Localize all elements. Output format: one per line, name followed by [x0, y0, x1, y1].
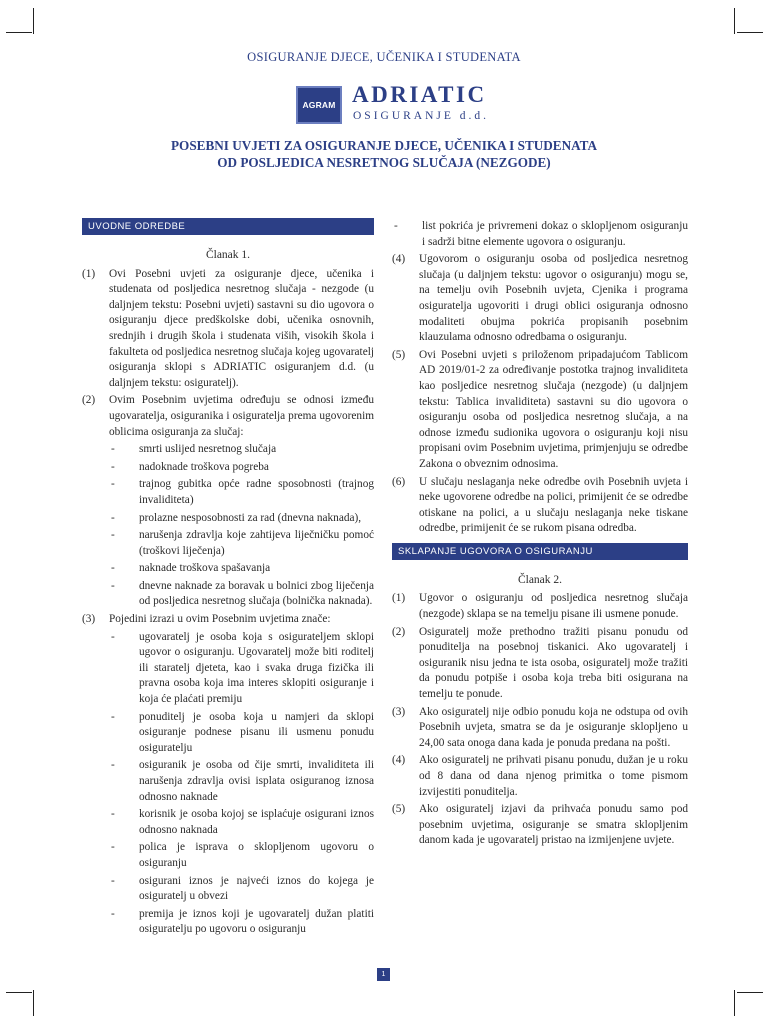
list-item: - premija je iznos koji je ugovaratelj dužan platiti osiguratelju po ugovoru o osiguranju [111, 907, 374, 936]
paragraph-number: (2) [82, 394, 96, 407]
paragraph-number: (2) [392, 625, 406, 638]
paragraph-text: Ako osiguratelj izjavi da prihvaća ponudu samo pod posebnim uvjetima, osiguranje se smatra sklopljenim danom kada je ugovaratelj pristao na izmijenjene uvjete. [419, 803, 688, 847]
paragraph-text: Ugovor o osiguranju od posljedica nesretnog slučaja (nezgode) sklapa se na temelju pisane ili usmene ponude. [419, 592, 688, 621]
bullet-list [392, 219, 688, 250]
crop-mark [6, 32, 32, 33]
list-item: - ponuditelj je osoba koja u namjeri da sklopi osiguranje podnese pisanu ili usmenu ponudu osiguratelju [111, 710, 374, 754]
section-header-sklapanje: SKLAPANJE UGOVORA O OSIGURANJU [392, 543, 688, 560]
paragraph-text: Ovi Posebni uvjeti s priloženom pripadajućom Tablicom AD 2019/01-2 za određivanje postotka trajnog invaliditeta kao posljedice nesretnog slučaja (nezgode) (u daljnjem tekstu: Tablica invaliditeta) sastavni su dio ugovora o osiguranju osoba od posljedica nesretnog slučaja, a na odnose između sudionika ugovora o osiguranju koji nisu propisani ovim Posebnim uvjetima, primjenjuju se odredbe Zakona o obveznim odnosima. [419, 348, 688, 470]
paragraph-text: Ugovorom o osiguranju osoba od posljedica nesretnog slučaja (u daljnjem tekstu: ugovor o osiguranju) mogu se, na temelju ovih Posebnih uvjeta, Cjenika i programa osiguratelja ugovoriti i drugi oblici osiguranja odnosno modaliteti obujma pokrića propisanih posebnim klauzulama odnosno odredbama o osiguranju. [419, 253, 688, 344]
list-item: - trajnog gubitka opće radne sposobnosti (trajnog invaliditeta) [111, 478, 374, 506]
running-head: OSIGURANJE DJECE, UČENIKA I STUDENATA [247, 50, 521, 64]
crop-mark [6, 992, 32, 993]
company-logo [296, 82, 490, 124]
paragraph [82, 267, 374, 392]
left-column [82, 218, 374, 940]
section-header-uvodne: UVODNE ODREDBE [82, 218, 374, 235]
crop-mark [33, 8, 34, 34]
list-item: - prolazne nesposobnosti za rad (dnevna naknada), [111, 511, 362, 524]
paragraph-number: (1) [82, 267, 96, 280]
list-item: - ugovaratelj je osoba koja s osigurateljem sklopi ugovor o osiguranju. Ugovaratelj može biti roditelj ili staratelj djeteta, kao i svaka druga fizička ili pravna osoba koja ima interes sklopiti osiguranje i koja će plaćati premiju [111, 630, 374, 706]
paragraph [392, 252, 688, 346]
paragraph-number: (4) [392, 754, 406, 767]
paragraph [392, 753, 688, 800]
paragraph-number: (1) [392, 592, 406, 605]
paragraph-text: Osiguratelj može prethodno tražiti pisanu ponudu od ponuditelja na posebnoj tiskanici. Ako ugovaratelj i osiguranik nisu jedna te ista osoba, osiguratelj može tražiti da ponudu potpiše i osoba koja treba biti osigurana na temelju te ponude. [419, 625, 688, 701]
paragraph [392, 475, 688, 537]
logo-name: ADRIATIC [352, 82, 487, 107]
list-item: - list pokrića je privremeni dokaz o sklopljenom osiguranju i sadrži bitne elemente ugovora o osiguranju. [394, 220, 688, 248]
list-item: - smrti uslijed nesretnog slučaja [111, 443, 277, 456]
paragraph [82, 393, 374, 440]
page-number: 1 [377, 968, 390, 981]
paragraph-number: (5) [392, 348, 406, 361]
logo-badge: AGRAM [296, 86, 342, 124]
paragraph [392, 625, 688, 703]
crop-mark [737, 32, 763, 33]
paragraph-text: U slučaju neslaganja neke odredbe ovih Posebnih uvjeta i neke ugovorene odredbe na polici, primijenit će se odredbe otiskane na polici, a u slučaju neslaganja neke tiskane odredbe, primijenit će se rukom pisana odredba. [419, 475, 688, 535]
crop-mark [33, 990, 34, 1016]
paragraph-text: Pojedini izrazi u ovim Posebnim uvjetima znače: [109, 613, 331, 626]
list-item: - polica je isprava o sklopljenom ugovoru o osiguranju [111, 841, 374, 869]
list-item: - osigurani iznos je najveći iznos do kojega je osiguratelj u obvezi [111, 874, 374, 903]
paragraph [392, 705, 688, 752]
title-line-2: OD POSLJEDICA NESRETNOG SLUČAJA (NEZGODE) [217, 155, 551, 170]
paragraph-text: Ovi Posebni uvjeti za osiguranje djece, učenika i studenata od posljedica nesretnog slučaja - nezgode (u daljnjem tekstu: Posebni uvjeti) sastavni su dio ugovora o osiguranju djece predškolske dobi, učenika osnovnih, srednjih i drugih škola i studenata viših, visokih škola i fakulteta od posljedica nesretnog slučaja kojeg ugovaratelj osiguranja sklopi s ADRIATIC osiguranjem d.d. (u daljnjem tekstu: osiguratelj). [109, 267, 374, 389]
list-item: - narušenja zdravlja koje zahtijeva liječničku pomoć (troškovi liječenja) [111, 529, 374, 557]
crop-mark [734, 8, 735, 34]
paragraph-number: (6) [392, 475, 406, 488]
paragraph [82, 612, 374, 628]
paragraph-number: (5) [392, 803, 406, 816]
right-column [392, 218, 688, 851]
list-item: - nadoknade troškova pogreba [111, 460, 269, 473]
paragraph [392, 348, 688, 473]
paragraph [392, 802, 688, 849]
paragraph-text: Ako osiguratelj nije odbio ponudu koja ne odstupa od ovih Posebnih uvjeta, smatra se da je osiguranje sklopljeno u 24,00 sata onoga dana kada je ponuda predana na pošti. [419, 705, 688, 749]
bullet-list [109, 630, 374, 938]
paragraph-text: Ako osiguratelj ne prihvati pisanu ponudu, dužan je u roku od 8 dana od dana njenog primitka o tome pismom izvijestiti ponuditelja. [419, 754, 688, 798]
bullet-list [109, 442, 374, 610]
list-item: - naknade troškova spašavanja [111, 562, 271, 575]
list-item: - osiguranik je osoba od čije smrti, invaliditeta ili narušenja zdravlja ovisi isplata osiguranog iznosa odnosno naknade [111, 759, 374, 803]
paragraph-number: (3) [82, 613, 96, 626]
crop-mark [737, 992, 763, 993]
article-2-title: Članak 2. [517, 573, 563, 586]
logo-subtitle: OSIGURANJE d.d. [353, 110, 490, 122]
paragraph-number: (4) [392, 253, 406, 266]
paragraph-text: Ovim Posebnim uvjetima određuju se odnosi između ugovaratelja, osiguranika i osiguratelja prema ugovorenim oblicima osiguranja za slučaj: [109, 394, 374, 438]
list-item: - dnevne naknade za boravak u bolnici zbog liječenja od posljedica nesretnog slučaja (bolnička naknada). [111, 579, 374, 608]
title-line-1: POSEBNI UVJETI ZA OSIGURANJE DJECE, UČENIKA I STUDENATA [171, 138, 597, 153]
paragraph-number: (3) [392, 705, 406, 718]
article-1-title: Članak 1. [205, 249, 251, 261]
paragraph [392, 591, 688, 622]
crop-mark [734, 990, 735, 1016]
document-title [0, 137, 768, 171]
list-item: - korisnik je osoba kojoj se isplaćuje osigurani iznos odnosno naknada [111, 808, 374, 836]
